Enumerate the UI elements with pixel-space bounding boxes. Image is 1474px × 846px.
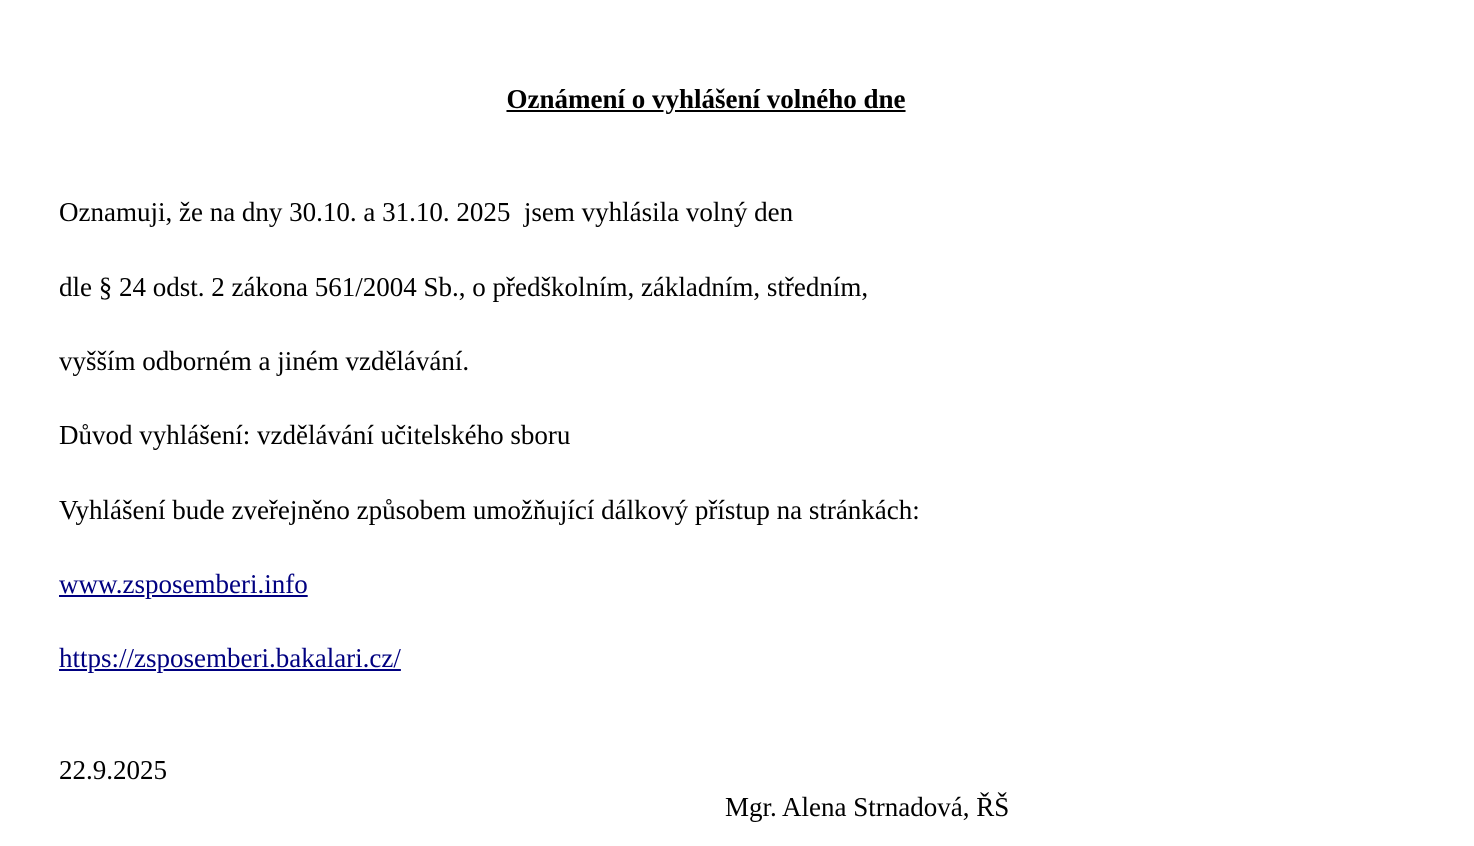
paragraph-line-2: dle § 24 odst. 2 zákona 561/2004 Sb., o předškolním, základním, středním, xyxy=(59,272,869,302)
link-bakalari[interactable]: https://zsposemberi.bakalari.cz/ xyxy=(59,643,401,673)
reason-text: Důvod vyhlášení: vzdělávání učitelského sboru xyxy=(59,420,571,450)
paragraph-line-1: Oznamuji, že na dny 30.10. a 31.10. 2025 jsem vyhlásila volný den xyxy=(59,197,794,227)
link-website[interactable]: www.zsposemberi.info xyxy=(59,569,308,599)
document-title: Oznámení o vyhlášení volného dne xyxy=(506,84,906,114)
signature: Mgr. Alena Strnadová, ŘŠ xyxy=(725,792,1010,822)
document-date: 22.9.2025 xyxy=(59,755,167,785)
publication-note: Vyhlášení bude zveřejněno způsobem umožňující dálkový přístup na stránkách: xyxy=(59,495,920,525)
paragraph-line-3: vyšším odborném a jiném vzdělávání. xyxy=(59,346,470,376)
